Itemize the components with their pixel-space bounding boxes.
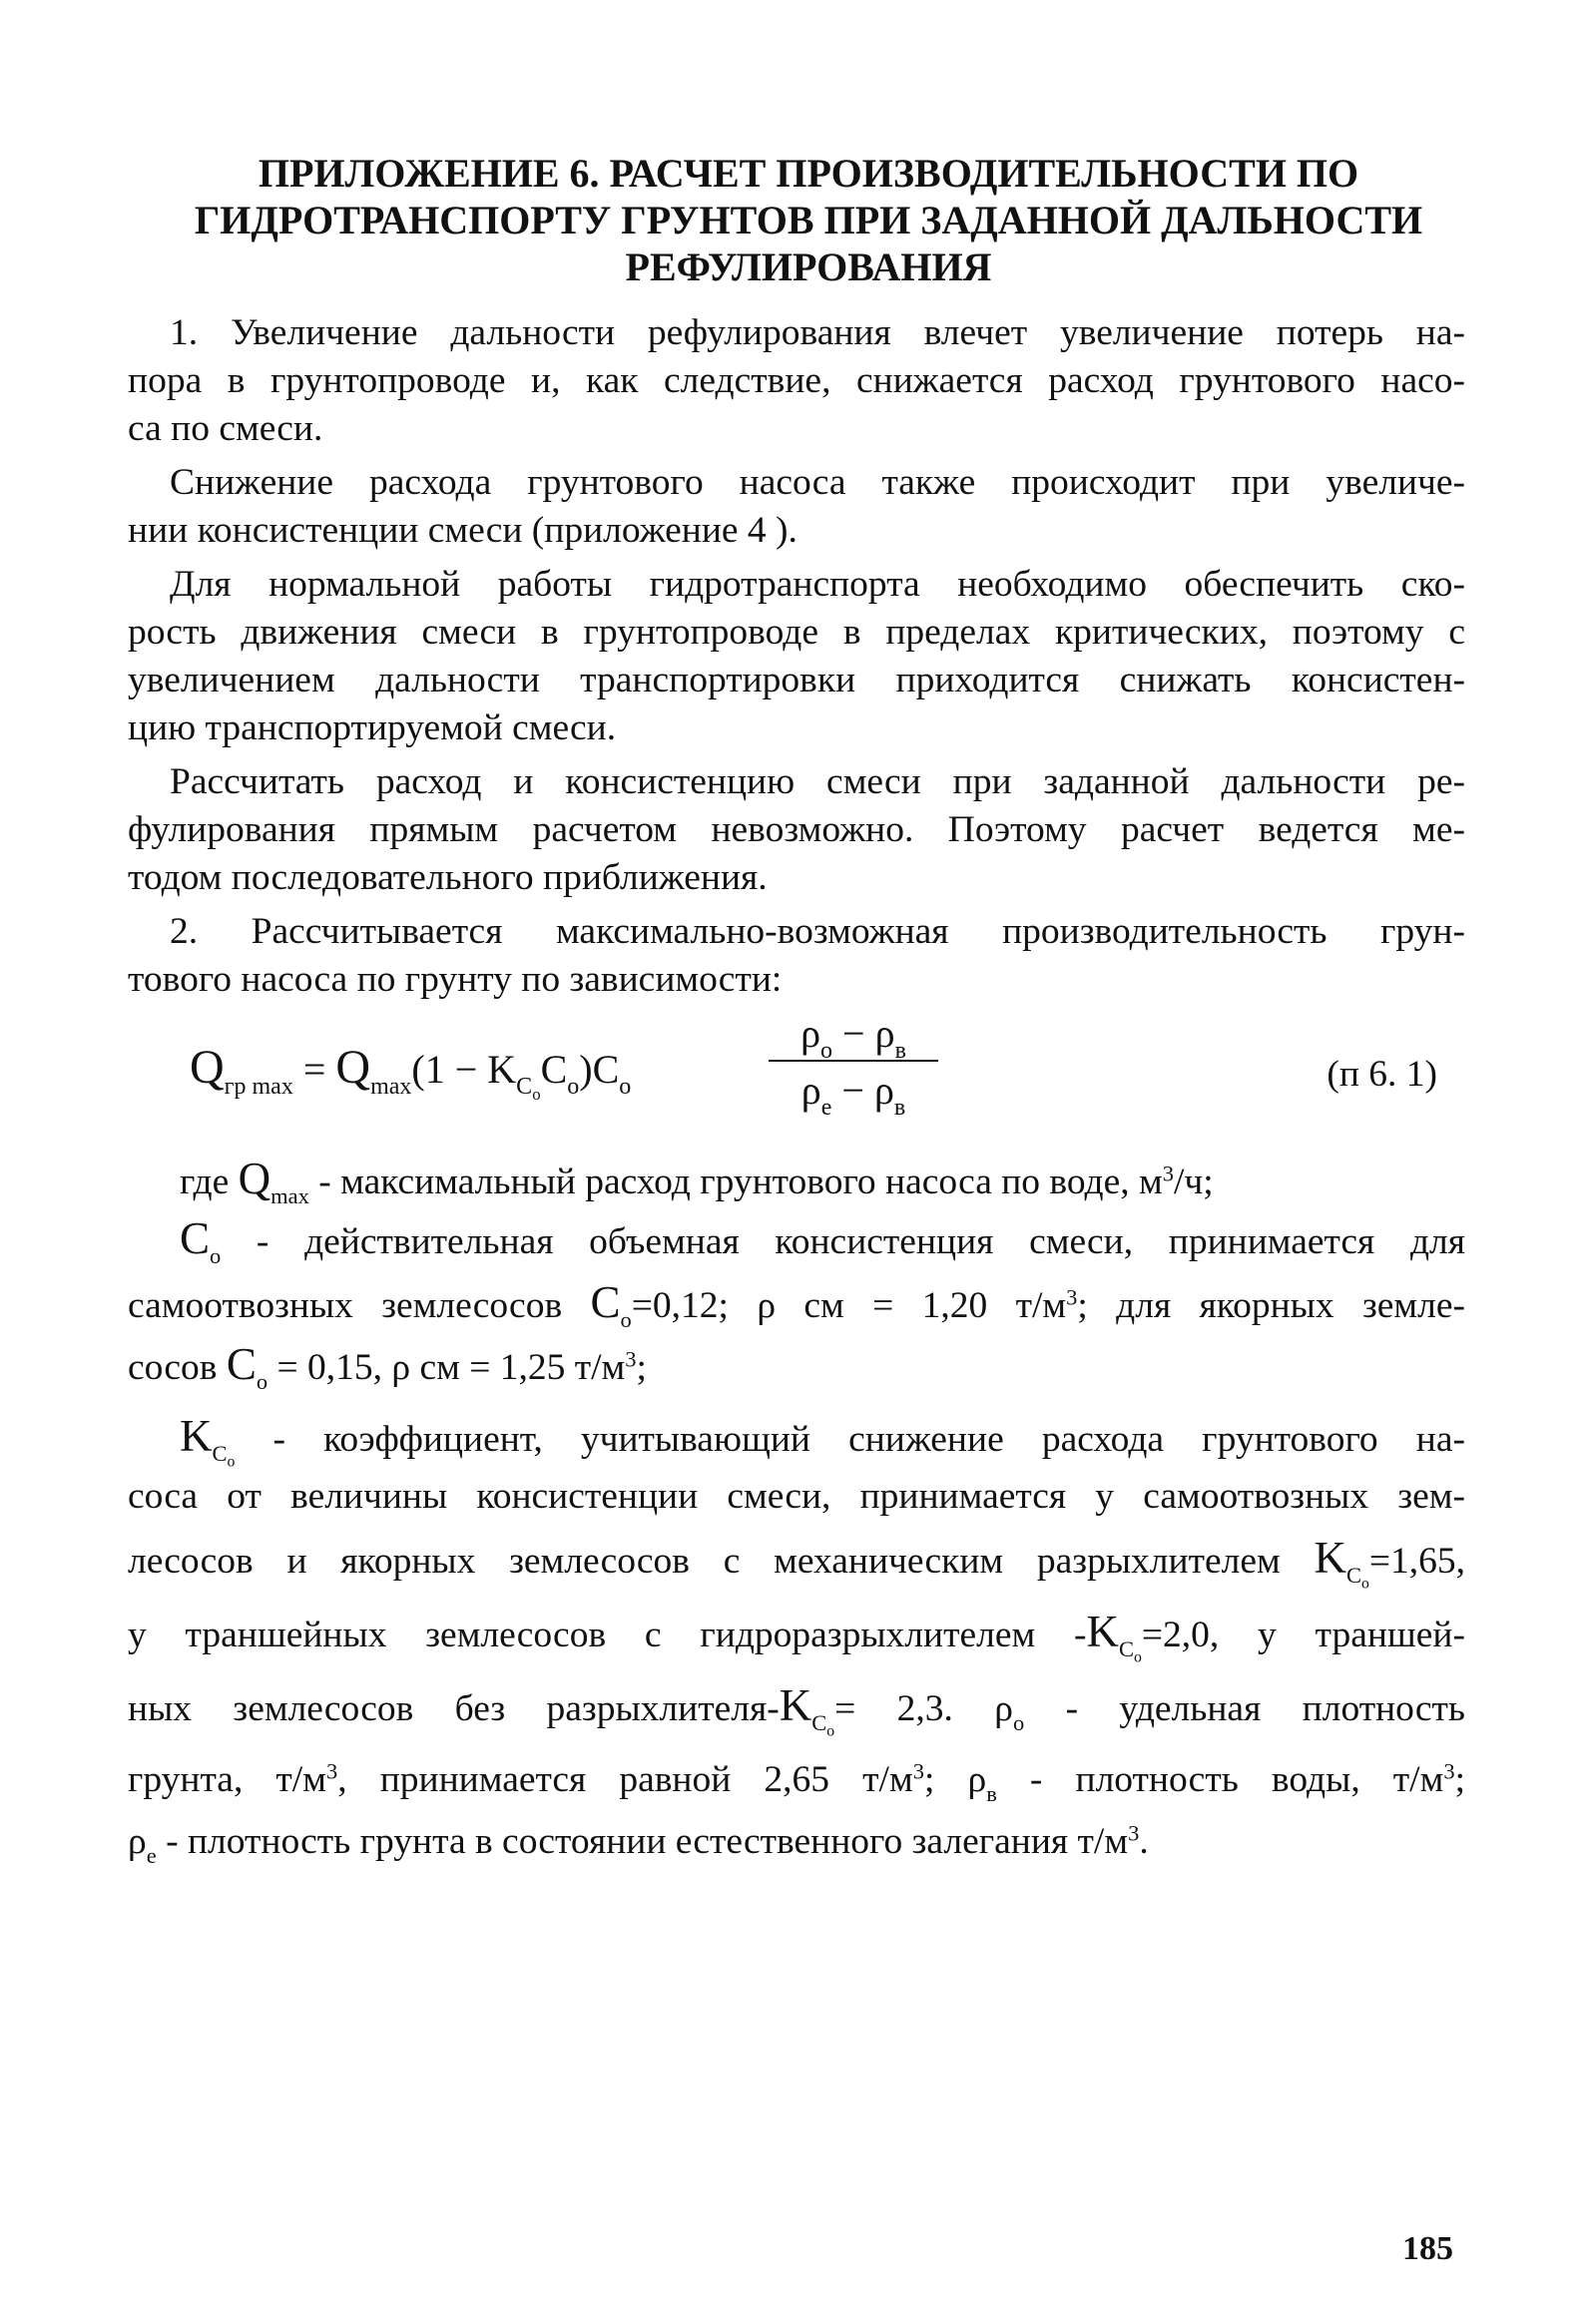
p1-line-3: са по смеси. xyxy=(128,408,323,449)
appendix-title xyxy=(140,150,1477,290)
p3-line-4: цию транспортируемой смеси. xyxy=(128,707,617,748)
kc-line-5: ных землесосов без разрыхлителя-$K_{C_о}= 2,3$. $\rho_о$ - удельная плотность xyxy=(128,1680,1465,1740)
title-line-1: ПРИЛОЖЕНИЕ 6. РАСЧЕТ ПРОИЗВОДИТЕЛЬНОСТИ ПО xyxy=(258,151,1359,196)
formula-fraction xyxy=(769,1008,938,1120)
fraction-denominator: $\rho_е - \rho_в$ xyxy=(800,1068,906,1121)
kc-line-1: $K_{C_о}$ - коэффициент, учитывающий снижение расхода грунтового на- xyxy=(180,1411,1465,1471)
p1-line-2: пора в грунтопроводе и, как следствие, снижается расход грунтового насо- xyxy=(128,360,1465,401)
kc-line-6: грунта, $т/м^3$, принимается равной 2,65 $т/м^3$; $\rho_в$ - плотность воды, $т/м^3$; xyxy=(128,1758,1466,1807)
fraction-numerator: $\rho_о - \rho_в$ xyxy=(769,1008,938,1062)
where-qmax-line: где $Q_{max}$ - максимальный расход грунтового насоса по воде, $м^3/ч$; xyxy=(180,1154,1214,1209)
page-number: 185 xyxy=(1402,2230,1453,2267)
c0-line-2: самоотвозных землесосов $C_о=0,12$; ρ см = 1,20 $т/м^3$; для якорных земле- xyxy=(128,1277,1466,1333)
p3-line-1: Для нормальной работы гидротранспорта необходимо обеспечить ско- xyxy=(170,564,1465,605)
p4-line-1: Рассчитать расход и консистенцию смеси при заданной дальности ре- xyxy=(170,761,1465,802)
p2-line-1: Снижение расхода грунтового насоса также происходит при увеличе- xyxy=(170,462,1465,503)
title-line-3: РЕФУЛИРОВАНИЯ xyxy=(625,244,992,289)
kc-line-2: соса от величины консистенции смеси, принимается у самоотвозных зем- xyxy=(128,1476,1465,1517)
kc-line-7: $\rho_е$ - плотность грунта в состоянии естественного залегания $т/м^3$. xyxy=(128,1820,1149,1869)
c0-line-1: $C_о$ - действительная объемная консистенция смеси, принимается для xyxy=(180,1213,1465,1269)
p4-line-2: фулирования прямым расчетом невозможно. Поэтому расчет ведется ме- xyxy=(128,809,1465,850)
formula-left-side: $Q_{гр max} = Q_{max}(1 - K_{C_о}C_о)C_о$ xyxy=(190,1041,632,1104)
p4-line-3: тодом последовательного приближения. xyxy=(128,857,768,898)
p3-line-3: увеличением дальности транспортировки приходится снижать консистен- xyxy=(128,660,1465,700)
formula-number: (п 6. 1) xyxy=(1327,1054,1437,1095)
c0-line-3: сосов $C_о = 0,15$, ρ см = 1,25 $т/м^3$; xyxy=(128,1339,647,1395)
p2-line-2: нии консистенции смеси (приложение 4 ). xyxy=(128,510,798,551)
p5-line-1: 2. Рассчитывается максимально-возможная производительность грун- xyxy=(170,911,1465,952)
kc-line-3: лесосов и якорных землесосов с механическим разрыхлителем $K_{C_о}=1,65$, xyxy=(128,1533,1465,1593)
kc-line-4: у траншейных землесосов с гидроразрыхлителем $-K_{C_о}=2,0$, у траншей- xyxy=(128,1607,1465,1666)
p1-line-1: 1. Увеличение дальности рефулирования влечет увеличение потерь на- xyxy=(170,312,1465,353)
title-line-2: ГИДРОТРАНСПОРТУ ГРУНТОВ ПРИ ЗАДАННОЙ ДАЛЬНОСТИ xyxy=(194,198,1423,242)
p3-line-2: рость движения смеси в грунтопроводе в пределах критических, поэтому с xyxy=(128,612,1465,653)
formula-p6-1 xyxy=(190,1008,1467,1138)
p5-line-2: тового насоса по грунту по зависимости: xyxy=(128,959,783,1000)
